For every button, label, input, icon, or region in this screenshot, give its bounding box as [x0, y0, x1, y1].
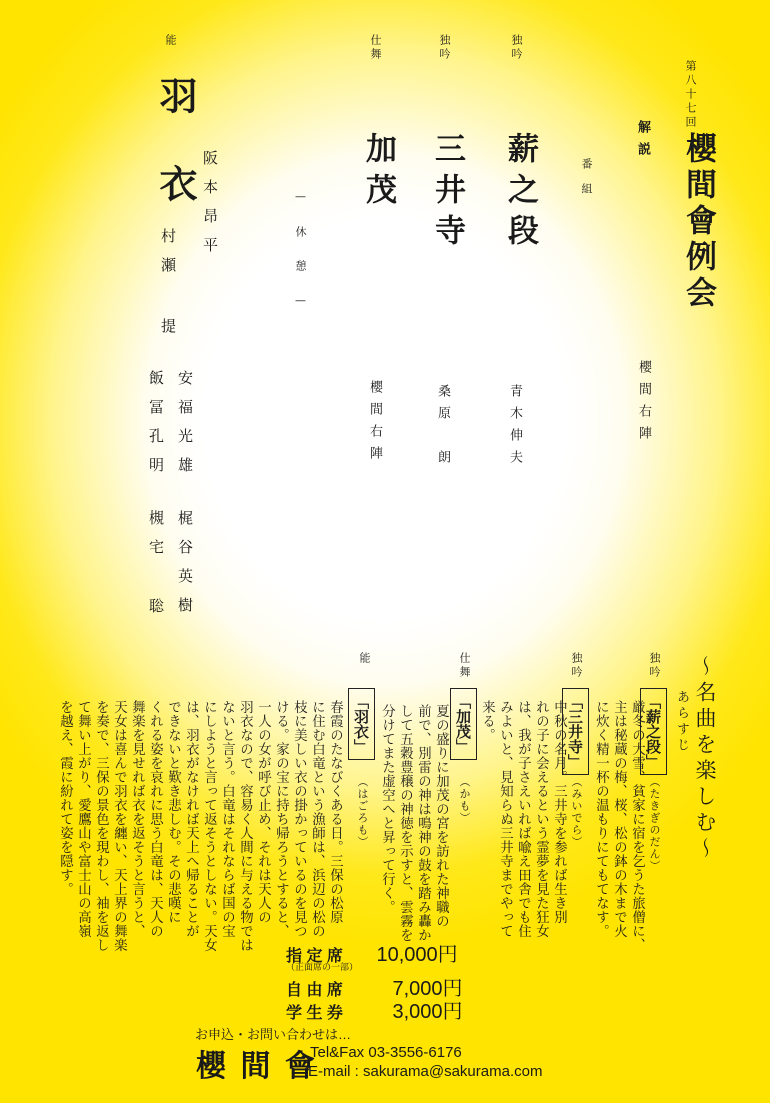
program-2-performer: 桑原 朗: [435, 384, 450, 472]
syn2-line-4: みよいと、見知らぬ三井寺までやって: [497, 700, 513, 938]
price-reserved-note: （正面席の一部）: [286, 962, 359, 972]
arasuji-sub: あらすじ: [674, 690, 689, 754]
price-student-value: 3,000円: [392, 1001, 463, 1023]
bangumi-label: 番組: [580, 158, 593, 208]
session-number: 第八十七回: [684, 60, 697, 130]
contact-prompt: お申込・お問い合わせは…: [195, 1027, 352, 1042]
noh-cast-c: 飯冨孔明: [147, 370, 165, 486]
syn4-line-7: ないと言う。白竜はそれならば国の宝: [219, 700, 235, 938]
noh-cast-f: 安福光雄: [176, 370, 194, 486]
syn3-line-3: して五穀豊穣の神徳を示すと、雲霧を: [397, 704, 413, 942]
syn1-reading: （たきぎのだん）: [648, 776, 661, 872]
syn4-line-3: 枝に美しい衣の掛かっているのを見つ: [291, 700, 307, 938]
syn4-line-2: に住む白竜という漁師は、浜辺の松の: [309, 700, 325, 938]
noh-title-2: 衣: [153, 164, 198, 202]
price-reserved-value: 10,000円: [376, 944, 458, 966]
syn2-line-5: 来る。: [479, 700, 495, 742]
price-free-label: 自 由 席: [286, 982, 343, 999]
intermission: — 休 憩 —: [294, 190, 307, 312]
program-2-title: 三井寺: [429, 132, 465, 255]
noh-title-1: 羽: [153, 76, 198, 114]
syn3-category: 仕舞: [458, 652, 471, 680]
syn4-line-5: 一人の女が呼び止め、それは天人の: [255, 700, 271, 924]
price-student: [286, 995, 463, 1024]
syn4-line-9: は、羽衣がなければ天上へ帰ることが: [183, 700, 199, 938]
syn4-title: 「羽衣」: [348, 688, 375, 760]
syn4-line-15: て舞い上がり、愛鷹山や富士山の高嶺: [75, 700, 91, 938]
syn1-category: 独吟: [648, 652, 661, 680]
program-3-performer: 櫻間右陣: [367, 380, 382, 468]
noh-cast-a: 村瀬: [159, 228, 177, 286]
syn4-line-11: くれる姿を哀れに思う白竜は、天人の: [147, 700, 163, 938]
noh-cast-d: 槻宅: [147, 510, 165, 568]
program-1-category: 独吟: [510, 34, 523, 62]
syn4-line-8: にしようと言って返そうとしない。天女: [201, 700, 217, 952]
syn3-line-4: 分けてまた虚空へと昇って行く。: [379, 704, 395, 914]
contact-email[interactable]: E-mail : sakurama@sakurama.com: [308, 1063, 543, 1080]
syn4-line-1: 春霞のたなびくある日。三保の松原: [327, 700, 343, 924]
syn4-category: 能: [358, 652, 371, 666]
syn4-line-13: 天女は喜んで羽衣を纏い、天上界の舞楽: [111, 700, 127, 952]
noh-category: 能: [164, 34, 177, 48]
organizer-name: 櫻間右陣: [636, 360, 651, 448]
syn4-line-6: 羽衣なので、容易く人間に与える物では: [237, 700, 253, 952]
syn3-title: 「加茂」: [450, 688, 477, 760]
syn2-line-1: 中秋の名月。三井寺を参れば生き別: [551, 700, 567, 924]
syn2-reading: （みいでら）: [570, 776, 583, 848]
price-student-label: 学 生 券: [286, 1005, 343, 1022]
noh-cast-b: 提: [159, 318, 177, 347]
program-3-category: 仕舞: [369, 34, 382, 62]
syn3-line-2: 前で、別雷の神は鳴神の鼓を踏み轟か: [415, 704, 431, 942]
syn2-line-3: は、我が子さえいれば喩え田舎でも住: [515, 700, 531, 938]
syn4-line-4: ける。家の宝に持ち帰ろうとすると、: [273, 700, 289, 938]
program-1-title: 薪之段: [502, 132, 538, 255]
noh-shite: 阪本昂平: [201, 150, 219, 266]
program-2-category: 独吟: [438, 34, 451, 62]
contact-name: 櫻 間 會: [196, 1049, 317, 1084]
syn4-line-14: を奏で、三保の景色を現わし、袖を返し: [93, 700, 109, 952]
price-reserved-label: 指 定 席: [286, 948, 343, 965]
syn1-line-2: 主は秘蔵の梅、桜、松の鉢の木まで火: [611, 700, 627, 938]
program-1-performer: 青木伸夫: [507, 384, 522, 472]
syn4-line-10: できないと歎き悲しむ。その悲嘆に: [165, 700, 181, 924]
syn4-line-16: を越え、霞に紛れて姿を隠す。: [57, 700, 73, 896]
syn4-line-12: 舞楽を見せれば衣を返そうと言うと、: [129, 700, 145, 938]
syn2-title: 「三井寺」: [562, 688, 589, 775]
price-free-value: 7,000円: [392, 978, 463, 1000]
syn2-category: 独吟: [570, 652, 583, 680]
syn1-line-1: 厳冬の大雪、貧家に宿を乞うた旅僧に、: [629, 700, 645, 952]
syn2-line-2: れの子に会えるという霊夢を見た狂女: [533, 700, 549, 938]
event-title: 櫻間會例会: [680, 132, 716, 312]
program-3-title: 加茂: [360, 132, 396, 214]
kaisetsu-label: 解説: [635, 120, 650, 164]
syn4-reading: （はごろも）: [356, 776, 369, 848]
noh-cast-g: 梶谷英樹: [176, 510, 194, 626]
syn3-reading: （かも）: [458, 776, 471, 824]
contact-tel[interactable]: Tel&Fax 03-3556-6176: [310, 1044, 462, 1061]
syn3-line-1: 夏の盛りに加茂の宮を訪れた神職の: [433, 704, 449, 928]
syn1-title: 「薪之段」: [640, 688, 667, 775]
syn1-line-3: に炊く精一杯の温もりにてもてなす。: [593, 700, 609, 938]
arasuji-heading: 〜名曲を楽しむ〜: [693, 655, 717, 863]
noh-cast-e: 聡: [147, 598, 165, 627]
